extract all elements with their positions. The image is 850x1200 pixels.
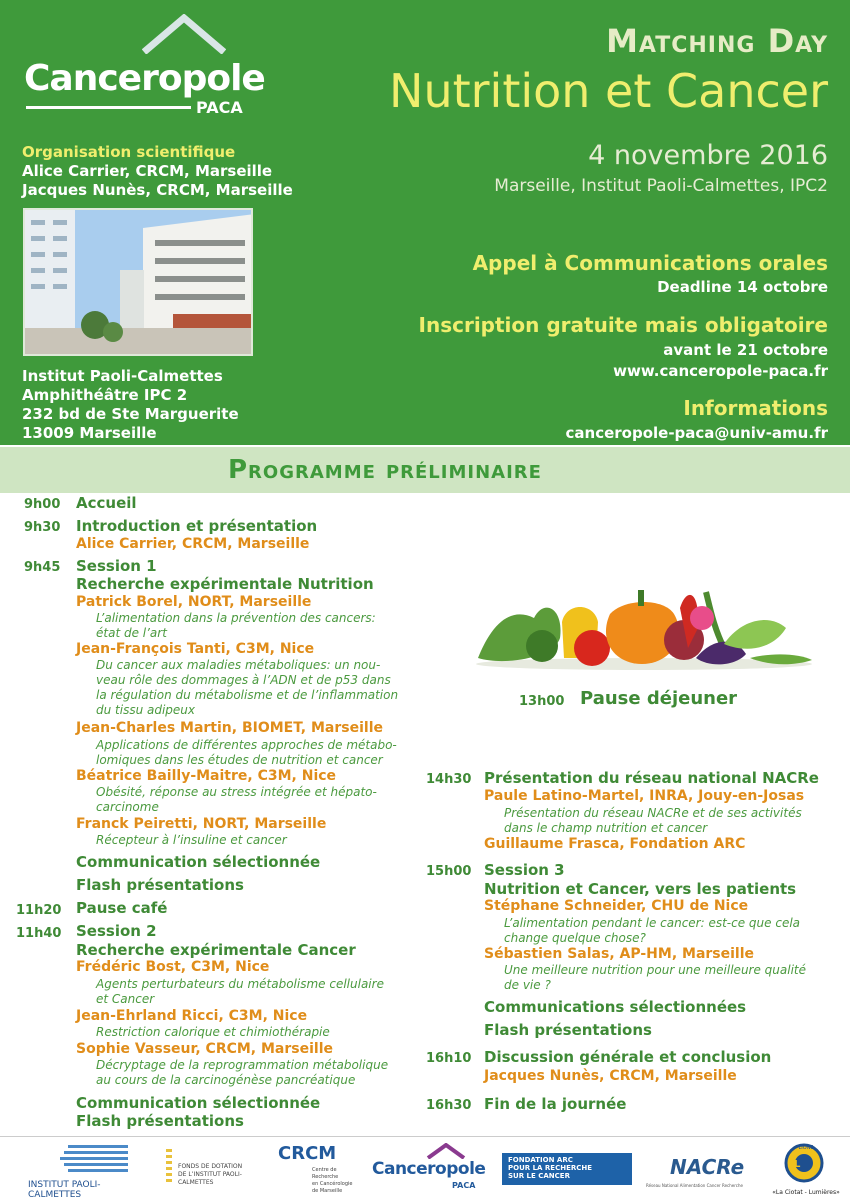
time-label: 9h30 xyxy=(24,520,61,535)
registration-heading: Inscription gratuite mais obligatoire xyxy=(418,313,828,337)
program-item: Flash présentations xyxy=(76,876,244,894)
program-item: Flash présentations xyxy=(484,1021,652,1039)
speaker: Jacques Nunès, CRCM, Marseille xyxy=(484,1068,737,1084)
program-item: Discussion générale et conclusion xyxy=(484,1048,772,1066)
logo-name: Canceropole xyxy=(24,58,265,99)
time-label: 16h10 xyxy=(426,1051,472,1066)
event-title: Nutrition et Cancer xyxy=(389,64,828,118)
address-line: Institut Paoli-Calmettes xyxy=(22,367,223,385)
event-venue: Marseille, Institut Paoli-Calmettes, IPC2 xyxy=(494,176,828,196)
vegetables-illustration xyxy=(474,578,814,670)
program-item: Communication sélectionnée xyxy=(76,1094,321,1112)
address-line: 232 bd de Ste Marguerite xyxy=(22,405,239,423)
time-label: 14h30 xyxy=(426,772,472,787)
speaker: Patrick Borel, NORT, Marseille xyxy=(76,594,312,610)
cp-name: Canceropole xyxy=(372,1159,486,1179)
speaker: Paule Latino-Martel, INRA, Jouy-en-Josas xyxy=(484,788,805,804)
arc-line: POUR LA RECHERCHE xyxy=(508,1164,593,1172)
nacre-name: NACRe xyxy=(670,1155,745,1179)
logo-region: PACA xyxy=(196,98,243,117)
session-label: Session 3 xyxy=(484,861,565,879)
roof-icon xyxy=(426,1143,466,1159)
crcm-name: CRCM xyxy=(278,1143,337,1164)
lions-letter: L xyxy=(794,1159,801,1170)
speaker: Stéphane Schneider, CHU de Nice xyxy=(484,898,749,914)
talk-title: L’alimentation dans la prévention des cancers: état de l’art xyxy=(96,611,376,640)
talk-title: Applications de différentes approches de métabo- lomiques dans les études de nutrition et cancer xyxy=(96,738,397,767)
address-line: Amphithéâtre IPC 2 xyxy=(22,386,188,404)
info-email[interactable]: canceropole-paca@univ-amu.fr xyxy=(565,424,828,442)
talk-title: Obésité, réponse au stress intégrée et hépato- carcinome xyxy=(96,785,377,814)
nacre-sub: Réseau National Alimentation Cancer Recherche xyxy=(646,1183,743,1188)
cp-region: PACA xyxy=(452,1181,476,1190)
talk-title: Du cancer aux maladies métaboliques: un nou- veau rôle des dommages à l’ADN et de p53 dans la régulation du métabolisme et de l’inflammation du tissu adipeux xyxy=(96,658,399,717)
time-label: 9h45 xyxy=(24,560,61,575)
time-label: 11h40 xyxy=(16,926,62,941)
call-deadline: Deadline 14 octobre xyxy=(657,278,828,296)
fonds-line: FONDS DE DOTATION xyxy=(178,1163,243,1170)
registration-url[interactable]: www.canceropole-paca.fr xyxy=(613,362,828,380)
talk-title: Une meilleure nutrition pour une meilleure qualité de vie ? xyxy=(504,963,807,992)
lions-name: LIONS xyxy=(798,1145,814,1151)
crcm-line: en Cancérologie de Marseille xyxy=(312,1181,353,1194)
speaker: Alice Carrier, CRCM, Marseille xyxy=(76,536,310,552)
session-label: Session 2 xyxy=(76,922,157,940)
talk-title: Agents perturbateurs du métabolisme cellulaire et Cancer xyxy=(96,977,384,1006)
talk-title: Récepteur à l’insuline et cancer xyxy=(96,833,287,847)
speaker: Franck Peiretti, NORT, Marseille xyxy=(76,816,327,832)
program-item: Fin de la journée xyxy=(484,1095,627,1113)
talk-title: Décryptage de la reprogrammation métabolique au cours de la carcinogénèse pancréatique xyxy=(96,1058,389,1087)
program-item: Accueil xyxy=(76,494,137,512)
fondation-arc-logo xyxy=(502,1153,632,1185)
registration-deadline: avant le 21 octobre xyxy=(663,341,828,359)
ipc-logo xyxy=(28,1143,146,1200)
session-title: Recherche expérimentale Cancer xyxy=(76,941,356,959)
session-title: Nutrition et Cancer, vers les patients xyxy=(484,880,797,898)
speaker: Frédéric Bost, C3M, Nice xyxy=(76,959,270,975)
call-heading: Appel à Communications orales xyxy=(472,251,828,275)
address-line: 13009 Marseille xyxy=(22,424,157,442)
session-label: Session 1 xyxy=(76,557,157,575)
speaker: Sophie Vasseur, CRCM, Marseille xyxy=(76,1041,333,1057)
time-label: 9h00 xyxy=(24,497,61,512)
lions-sub: «La Ciotat - Lumières» xyxy=(772,1189,840,1196)
organisers-heading: Organisation scientifique xyxy=(22,143,236,161)
ipc-stripes-icon xyxy=(28,1143,138,1173)
speaker: Sébastien Salas, AP-HM, Marseille xyxy=(484,946,755,962)
speaker: Béatrice Bailly-Maitre, C3M, Nice xyxy=(76,768,337,784)
speaker: Guillaume Frasca, Fondation ARC xyxy=(484,836,746,852)
time-label: 11h20 xyxy=(16,903,62,918)
speaker: Jean-François Tanti, C3M, Nice xyxy=(76,641,315,657)
organiser-line: Alice Carrier, CRCM, Marseille xyxy=(22,162,273,180)
program-item: Introduction et présentation xyxy=(76,517,318,535)
talk-title: Présentation du réseau NACRe et de ses activités dans le champ nutrition et cancer xyxy=(504,806,802,835)
time-label: 15h00 xyxy=(426,864,472,879)
sponsor-footer xyxy=(0,1136,850,1200)
fonds-line: DE L’INSTITUT PAOLI-CALMETTES xyxy=(178,1171,242,1186)
time-label: 13h00 xyxy=(519,694,565,709)
arc-line: SUR LE CANCER xyxy=(508,1172,570,1180)
speaker: Jean-Charles Martin, BIOMET, Marseille xyxy=(76,720,383,736)
program-item: Pause déjeuner xyxy=(580,688,738,709)
info-heading: Informations xyxy=(683,396,828,420)
event-date: 4 novembre 2016 xyxy=(588,140,828,171)
organiser-line: Jacques Nunès, CRCM, Marseille xyxy=(22,181,293,199)
crcm-line: Centre de Recherche xyxy=(312,1167,339,1180)
program-title: Programme préliminaire xyxy=(228,455,542,485)
arc-line: FONDATION ARC xyxy=(508,1156,573,1164)
event-kicker: Matching Day xyxy=(606,22,828,60)
speaker: Jean-Ehrland Ricci, C3M, Nice xyxy=(76,1008,308,1024)
ipc-name: INSTITUT PAOLI-CALMETTES xyxy=(28,1180,101,1200)
talk-title: Restriction calorique et chimiothérapie xyxy=(96,1025,330,1039)
program-item: Communication sélectionnée xyxy=(76,853,321,871)
crcm-logo xyxy=(278,1143,358,1194)
time-label: 16h30 xyxy=(426,1098,472,1113)
program-item: Pause café xyxy=(76,899,168,917)
program-item: Flash présentations xyxy=(76,1112,244,1130)
talk-title: L’alimentation pendant le cancer: est-ce que cela change quelque chose? xyxy=(504,916,801,945)
session-title: Recherche expérimentale Nutrition xyxy=(76,575,374,593)
program-item: Présentation du réseau national NACRe xyxy=(484,769,819,787)
program-item: Communications sélectionnées xyxy=(484,998,747,1016)
